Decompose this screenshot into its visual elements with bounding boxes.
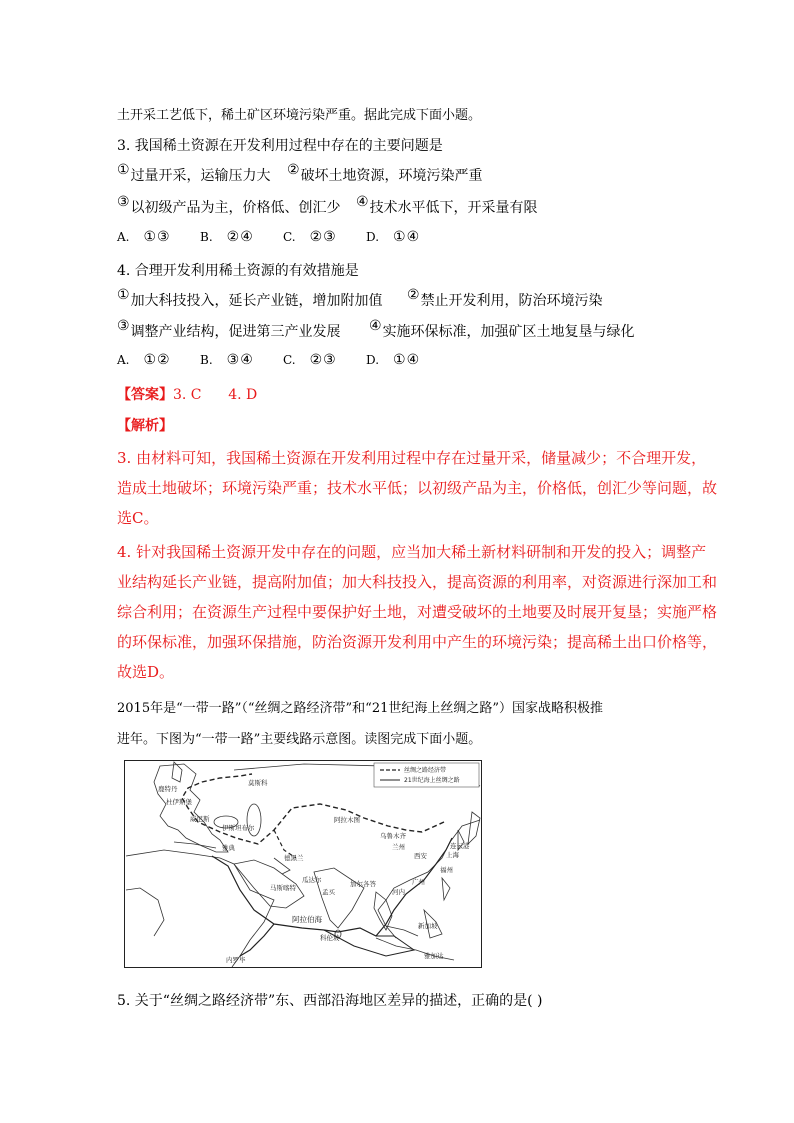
label-shanghai: 上海 [446,851,459,859]
q3-option-c-letter: C. [283,230,296,244]
q4-option-c-choice: ②③ [309,352,337,368]
label-fuzhou: 福州 [440,866,453,874]
q3-option-b[interactable] [200,229,254,245]
q4-option-b-choice: ③④ [226,352,254,368]
q4-item-4 [369,318,635,341]
q4-item-3 [117,318,341,341]
q3-item-2-num: ② [287,162,300,178]
q4-option-d[interactable] [366,352,420,368]
label-arabian-sea: 阿拉伯海 [292,915,322,924]
q4-option-d-letter: D. [366,353,380,367]
q3-stem: 3. 我国稀土资源在开发利用过程中存在的主要问题是 [117,138,443,154]
belt-road-map [124,760,482,968]
analysis-line-4: 4. 针对我国稀土资源开发中存在的问题，应当加大稀土新材料研制和开发的投入；调整产 [117,543,707,561]
q3-item-3-text: 以初级产品为主，价格低、创汇少 [130,200,341,216]
legend-maritime-label: 21世纪海上丝绸之路 [404,777,460,784]
label-jakarta: 雅加达 [424,952,444,960]
q3-item-2 [287,162,483,185]
analysis-tag: 【解析】 [117,418,173,434]
label-gwadar: 瓜达尔 [302,876,322,884]
label-kolkata: 加尔各答 [350,880,376,888]
q3-option-a-letter: A. [117,230,130,244]
label-venice: 威尼斯 [190,815,210,823]
label-duisburg: 杜伊斯堡 [166,798,192,806]
q3-item-2-text: 破坏土地资源，环境污染严重 [300,168,483,184]
label-athens: 雅典 [222,844,235,852]
q3-option-d-choice: ①④ [393,229,421,245]
q4-item-1 [117,287,383,310]
q4-item-3-num: ③ [117,318,130,334]
label-colombo: 科伦坡 [320,934,340,942]
label-hanoi: 河内 [392,888,405,896]
label-singapore: 新加坡 [418,922,438,930]
legend-belt-label: 丝绸之路经济带 [404,767,447,774]
q4-option-a[interactable] [117,352,171,368]
q3-option-a-choice: ①③ [143,229,171,245]
q3-item-3 [117,194,341,217]
q4-item-2 [407,287,603,310]
label-moscow: 莫斯科 [248,779,268,787]
label-lanzhou: 兰州 [392,843,405,851]
q3-option-c[interactable] [283,229,337,245]
answer-tag: 【答案】 [117,387,173,403]
q4-item-1-num: ① [117,287,130,303]
label-muscat: 马斯喀特 [270,884,296,892]
label-istanbul: 伊斯坦布尔 [222,824,255,832]
q3-option-b-letter: B. [200,230,213,244]
q3-option-d-letter: D. [366,230,380,244]
q3-option-b-choice: ②④ [226,229,254,245]
q3-item-3-num: ③ [117,194,130,210]
q4-option-c[interactable] [283,352,337,368]
q3-item-1-text: 过量开采，运输压力大 [130,168,271,184]
q4-option-c-letter: C. [283,353,296,367]
label-tehran: 德黑兰 [284,854,304,862]
q4-option-a-choice: ①② [143,352,171,368]
label-xian: 西安 [414,852,427,860]
q4-item-4-num: ④ [369,318,382,334]
label-lianyungang: 连云港 [450,842,470,850]
analysis-line-5: 业结构延长产业链，提高附加值；加大科技投入，提高资源的利用率，对资源进行深加工和 [117,573,718,591]
intro-tail: 土开采工艺低下，稀土矿区环境污染严重。据此完成下面小题。 [117,108,482,123]
passage2-line-2: 进年。下图为“一带一路”主要线路示意图。读图完成下面小题。 [117,732,482,747]
map-frame [125,761,482,968]
label-nairobi: 内罗毕 [226,956,246,964]
label-urumqi: 乌鲁木齐 [380,832,406,840]
q4-item-3-text: 调整产业结构，促进第三产业发展 [130,324,341,340]
q4-item-2-text: 禁止开发利用，防治环境污染 [420,293,603,309]
label-almaty: 阿拉木图 [334,816,360,824]
q4-item-1-text: 加大科技投入，延长产业链，增加附加值 [130,293,383,309]
q5-stem: 5. 关于“丝绸之路经济带”东、西部沿海地区差异的描述，正确的是( ) [117,993,543,1009]
q4-option-d-choice: ①④ [393,352,421,368]
answer-line [117,384,257,404]
q3-option-c-choice: ②③ [309,229,337,245]
q3-item-4-num: ④ [356,194,369,210]
passage2-line-1: 2015年是“一带一路”（“丝绸之路经济带”和“21世纪海上丝绸之路”）国家战略积极推 [117,701,604,716]
q3-item-1-num: ① [117,162,130,178]
analysis-line-6: 综合利用；在资源生产过程中要保护好土地，对遭受破坏的土地要及时展开复垦；实施严格 [117,603,718,621]
q4-item-4-text: 实施环保标准，加强矿区土地复垦与绿化 [382,324,635,340]
q4-item-2-num: ② [407,287,420,303]
q3-option-a[interactable] [117,229,171,245]
q4-option-b-letter: B. [200,353,213,367]
q4-option-a-letter: A. [117,353,130,367]
q3-item-4-text: 技术水平低下，开采量有限 [369,200,538,216]
analysis-line-2: 造成土地破坏；环境污染严重；技术水平低；以初级产品为主，价格低，创汇少等问题，故 [117,479,718,497]
q3-option-d[interactable] [366,229,420,245]
label-rotterdam: 鹿特丹 [158,785,178,793]
answer-text: 3. C 4. D [173,387,258,403]
analysis-line-8: 故选D。 [117,663,175,681]
label-guangzhou: 广州 [412,878,425,886]
q3-item-4 [356,194,538,217]
analysis-line-7: 的环保标准，加强环保措施，防治资源开发利用中产生的环境污染；提高稀土出口价格等， [117,633,718,651]
analysis-line-3: 选C。 [117,509,159,527]
analysis-line-1: 3. 由材料可知，我国稀土资源在开发利用过程中存在过量开采，储量减少；不合理开发， [117,449,707,467]
label-mumbai: 孟买 [322,888,335,896]
q4-stem: 4. 合理开发利用稀土资源的有效措施是 [117,263,359,279]
q4-option-b[interactable] [200,352,254,368]
q3-item-1 [117,162,271,185]
